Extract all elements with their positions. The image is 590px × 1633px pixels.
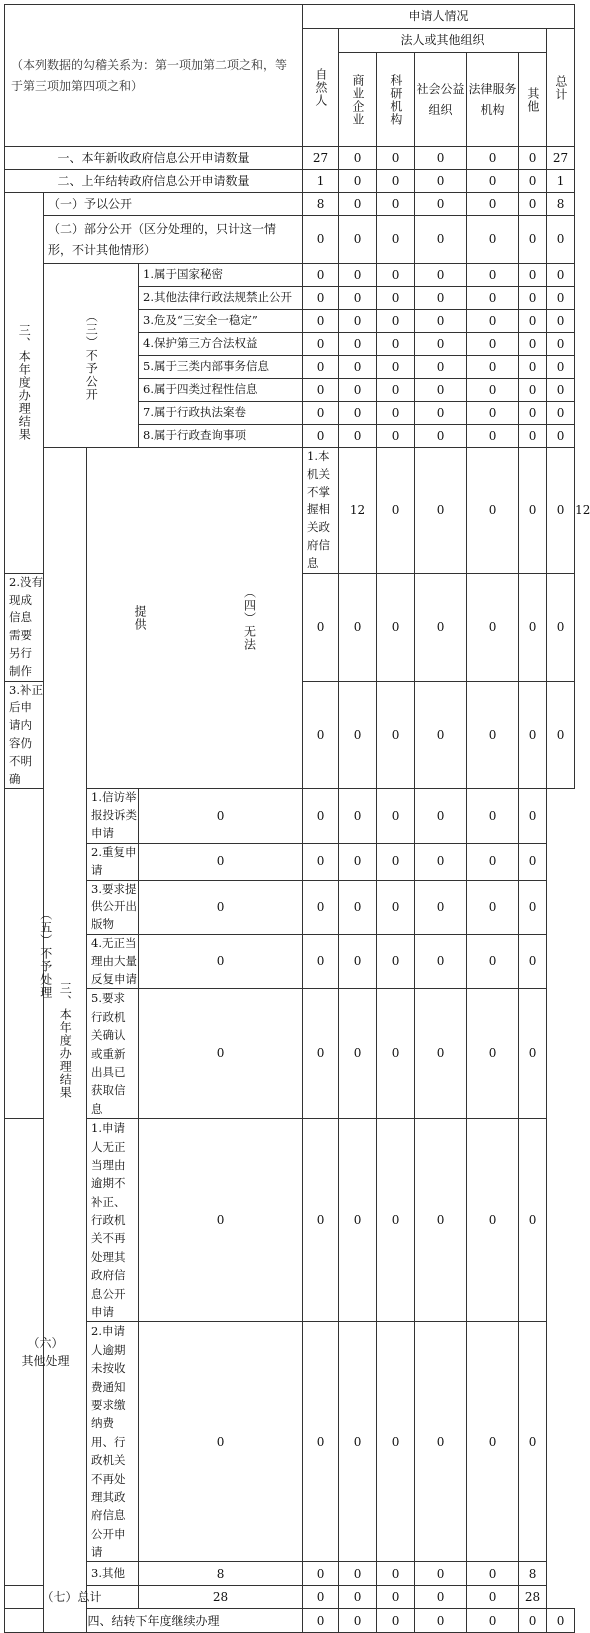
cell: 0	[415, 356, 467, 379]
table-row	[5, 1119, 575, 1322]
cell: 0	[377, 356, 415, 379]
cell: 0	[467, 1119, 519, 1322]
row-label: 8.属于行政查询事项	[139, 425, 303, 448]
cell: 0	[519, 573, 547, 681]
cell: 0	[467, 216, 519, 264]
cell: 0	[377, 1562, 415, 1586]
cell: 0	[339, 193, 377, 216]
table-row	[5, 880, 575, 934]
row-label: 1.本机关不掌握相关政府信息	[303, 448, 339, 574]
cell: 0	[415, 880, 467, 934]
cell: 0	[339, 843, 377, 880]
cell: 0	[139, 843, 303, 880]
cell: 0	[467, 789, 519, 843]
cell: 0	[377, 843, 415, 880]
cell: 0	[547, 681, 575, 789]
cell: 0	[547, 310, 575, 333]
cell: 0	[303, 356, 339, 379]
header-applicant: 申请人情况	[303, 5, 575, 29]
cell: 0	[519, 333, 547, 356]
cell: 27	[547, 147, 575, 170]
row-label: 1.申请人无正当理由逾期不补正、行政机关不再处理其政府信息公开申请	[87, 1119, 139, 1322]
cell: 0	[339, 310, 377, 333]
cell: 0	[303, 216, 339, 264]
cell: 0	[415, 193, 467, 216]
cell: 0	[547, 573, 575, 681]
row-label: 二、上年结转政府信息公开申请数量	[5, 170, 303, 193]
cell: 0	[519, 843, 547, 880]
cell: 0	[303, 310, 339, 333]
cell: 0	[339, 147, 377, 170]
cell: 0	[303, 934, 339, 988]
cell: 0	[547, 287, 575, 310]
cell: 0	[467, 264, 519, 287]
cell: 0	[377, 789, 415, 843]
cell: 0	[519, 170, 547, 193]
cell: 0	[377, 379, 415, 402]
cell: 0	[139, 1119, 303, 1322]
section3-label-bottom: 三、本年度办理结果	[44, 448, 87, 1633]
table-row	[5, 789, 575, 843]
cell: 0	[339, 170, 377, 193]
cell: 0	[415, 989, 467, 1119]
cell: 0	[139, 789, 303, 843]
cell: 0	[467, 880, 519, 934]
table-row	[5, 1322, 575, 1562]
cell: 0	[303, 379, 339, 402]
cell: 0	[547, 216, 575, 264]
cell: 0	[467, 356, 519, 379]
cell: 0	[303, 333, 339, 356]
cell: 0	[377, 216, 415, 264]
cell: 0	[467, 448, 519, 574]
table-row	[5, 934, 575, 988]
cell: 0	[467, 1322, 519, 1562]
cell: 0	[339, 1609, 377, 1633]
cell: 0	[467, 989, 519, 1119]
table-row	[5, 1586, 575, 1609]
cell: 0	[303, 1609, 339, 1633]
cell: 0	[415, 789, 467, 843]
row-label: 6.属于四类过程性信息	[139, 379, 303, 402]
table-row	[5, 1609, 575, 1633]
row-label: 4.保护第三方合法权益	[139, 333, 303, 356]
cell: 0	[377, 989, 415, 1119]
cell: 0	[415, 1322, 467, 1562]
cell: 0	[339, 287, 377, 310]
table-row	[5, 193, 575, 216]
cell: 0	[339, 264, 377, 287]
cell: 0	[377, 264, 415, 287]
cell: 0	[467, 147, 519, 170]
table-row	[5, 843, 575, 880]
cell: 0	[467, 1586, 519, 1609]
cell: 0	[519, 934, 547, 988]
cell: 0	[339, 333, 377, 356]
cell: 0	[415, 1609, 467, 1633]
cell: 0	[547, 402, 575, 425]
cell: 0	[547, 379, 575, 402]
cell: 0	[339, 789, 377, 843]
col-header-total: 总计	[547, 29, 575, 147]
cell: 12	[339, 448, 377, 574]
cell: 0	[339, 681, 377, 789]
cell: 0	[303, 573, 339, 681]
table-row	[5, 264, 575, 287]
cell: 27	[303, 147, 339, 170]
cell: 0	[415, 402, 467, 425]
table-row	[5, 216, 575, 264]
cell: 0	[519, 310, 547, 333]
cell: 0	[377, 1586, 415, 1609]
cell: 0	[339, 934, 377, 988]
table-row	[5, 1562, 575, 1586]
cell: 0	[467, 379, 519, 402]
cell: 0	[303, 287, 339, 310]
cell: 0	[377, 880, 415, 934]
cell: 0	[139, 989, 303, 1119]
cell: 0	[139, 934, 303, 988]
row-label: 2.重复申请	[87, 843, 139, 880]
cell: 0	[303, 681, 339, 789]
col-header-other: 其他	[519, 53, 547, 147]
cell: 0	[377, 425, 415, 448]
cell: 0	[139, 1322, 303, 1562]
cell: 0	[339, 1562, 377, 1586]
row-label: 7.属于行政执法案卷	[139, 402, 303, 425]
cell: 0	[415, 1562, 467, 1586]
cell: 0	[519, 193, 547, 216]
cell: 8	[303, 193, 339, 216]
cell: 0	[519, 789, 547, 843]
cell: 0	[519, 880, 547, 934]
cell: 8	[139, 1562, 303, 1586]
cell: 0	[339, 1586, 377, 1609]
cell: 0	[519, 681, 547, 789]
cell: 0	[415, 310, 467, 333]
cell: 0	[339, 1119, 377, 1322]
col-header-legal-service: 法律服务机构	[467, 53, 519, 147]
cell: 0	[303, 880, 339, 934]
cell: 0	[377, 147, 415, 170]
cell: 0	[519, 287, 547, 310]
header-description-text: （本列数据的勾稽关系为：第一项加第二项之和，等于第三项加第四项之和）	[11, 58, 288, 93]
row-label: 5.要求行政机关确认或重新出具已获取信息	[87, 989, 139, 1119]
cell: 0	[303, 843, 339, 880]
cell: 0	[467, 1562, 519, 1586]
cell: 0	[519, 1322, 547, 1562]
col-header-research: 科研机构	[377, 53, 415, 147]
cell: 8	[519, 1562, 547, 1586]
cell: 0	[547, 425, 575, 448]
cell: 0	[415, 934, 467, 988]
cell: 0	[467, 402, 519, 425]
row-label: 2.其他法律行政法规禁止公开	[139, 287, 303, 310]
cell: 0	[377, 573, 415, 681]
cell: 0	[339, 880, 377, 934]
cell: 0	[377, 448, 415, 574]
cell: 0	[339, 356, 377, 379]
cell: 0	[467, 1609, 519, 1633]
cell: 0	[303, 1119, 339, 1322]
cell: 0	[519, 448, 547, 574]
cell: 0	[377, 193, 415, 216]
cell: 0	[519, 356, 547, 379]
cell: 0	[377, 1609, 415, 1633]
cell: 0	[303, 1322, 339, 1562]
not-open-label: （三）不予公开	[44, 264, 139, 448]
col-header-public-welfare: 社会公益组织	[415, 53, 467, 147]
cell: 0	[415, 264, 467, 287]
cell: 0	[415, 379, 467, 402]
cell: 0	[415, 1119, 467, 1322]
row-label: 1.属于国家秘密	[139, 264, 303, 287]
cell: 0	[467, 681, 519, 789]
row-label: 5.属于三类内部事务信息	[139, 356, 303, 379]
cell: 0	[467, 843, 519, 880]
cell: 1	[303, 170, 339, 193]
row-label: 一、本年新收政府信息公开申请数量	[5, 147, 303, 170]
cell: 0	[415, 147, 467, 170]
table-row: 三、本年度办理结果 提供 （四）无法 1.本机关不掌握相关政府信息 12 0 0 0 0 0 12	[5, 448, 575, 574]
cell: 0	[377, 934, 415, 988]
row-label: 四、结转下年度继续办理	[5, 1609, 303, 1633]
cell: 0	[467, 573, 519, 681]
cell: 0	[303, 989, 339, 1119]
cell: 0	[339, 1322, 377, 1562]
cell: 0	[377, 287, 415, 310]
cell: 0	[303, 1586, 339, 1609]
cell: 0	[415, 333, 467, 356]
cell: 8	[547, 193, 575, 216]
gov-info-request-table	[4, 4, 590, 1633]
cell: 0	[467, 287, 519, 310]
cell: 0	[377, 681, 415, 789]
cell: 0	[415, 216, 467, 264]
cell: 0	[519, 425, 547, 448]
cell: 1	[547, 170, 575, 193]
cell: 0	[519, 264, 547, 287]
cell: 0	[547, 1609, 575, 1633]
cell: 0	[303, 264, 339, 287]
cell: 0	[519, 147, 547, 170]
cell: 0	[415, 425, 467, 448]
cell: 0	[303, 1562, 339, 1586]
cell: 0	[377, 333, 415, 356]
cell: 0	[377, 170, 415, 193]
row-label: （二）部分公开（区分处理的，只计这一情形，不计其他情形）	[44, 216, 303, 264]
cell: 0	[415, 1586, 467, 1609]
cell: 0	[377, 402, 415, 425]
row-label: 1.信访举报投诉类申请	[87, 789, 139, 843]
cell: 0	[467, 333, 519, 356]
cell: 0	[339, 379, 377, 402]
cell: 28	[519, 1586, 547, 1609]
cell: 0	[519, 1119, 547, 1322]
cell: 0	[415, 681, 467, 789]
cell: 0	[139, 880, 303, 934]
cell: 0	[519, 1609, 547, 1633]
cell: 0	[415, 448, 467, 574]
cell: 0	[339, 216, 377, 264]
row-label: （七）总计	[5, 1586, 139, 1609]
cell: 0	[467, 425, 519, 448]
cell: 0	[519, 402, 547, 425]
row-label: 2.没有现成信息需要另行制作	[5, 573, 44, 681]
section3-label-top: 三、本年度办理结果	[5, 193, 44, 574]
row-label: 3.其他	[87, 1562, 139, 1586]
cell: 0	[519, 379, 547, 402]
cell: 0	[303, 789, 339, 843]
table-row	[5, 147, 575, 170]
other-handling-label: （六） 其他处理	[5, 1119, 87, 1586]
cell: 0	[467, 170, 519, 193]
col-header-natural-person: 自然人	[303, 29, 339, 147]
cell: 0	[467, 193, 519, 216]
cell: 0	[377, 1119, 415, 1322]
cell: 0	[415, 287, 467, 310]
cell: 0	[415, 170, 467, 193]
row-label: 3.要求提供公开出版物	[87, 880, 139, 934]
cell: 0	[415, 573, 467, 681]
cannot-provide-label: 提供 （四）无法	[87, 448, 303, 789]
cell: 0	[547, 264, 575, 287]
cell: 0	[339, 573, 377, 681]
cell: 0	[303, 402, 339, 425]
cell: 0	[467, 310, 519, 333]
row-label: 3.危及“三安全一稳定”	[139, 310, 303, 333]
cell: 0	[519, 216, 547, 264]
cell: 0	[377, 1322, 415, 1562]
header-legal-group: 法人或其他组织	[339, 29, 547, 53]
cell: 0	[547, 448, 575, 574]
cell: 28	[139, 1586, 303, 1609]
cell: 0	[519, 989, 547, 1119]
row-label: 2.申请人逾期未按收费通知要求缴纳费用、行政机关不再处理其政府信息公开申请	[87, 1322, 139, 1562]
not-process-label: （五）不予处理	[5, 789, 87, 1119]
table-row	[5, 989, 575, 1119]
cell: 0	[339, 425, 377, 448]
row-label: 4.无正当理由大量反复申请	[87, 934, 139, 988]
row-label: （一）予以公开	[44, 193, 303, 216]
header-description	[5, 5, 303, 147]
cell: 0	[377, 310, 415, 333]
cell: 0	[547, 333, 575, 356]
cell: 0	[547, 356, 575, 379]
row-label: 3.补正后申请内容仍不明确	[5, 681, 44, 789]
cell: 0	[467, 934, 519, 988]
cell: 0	[415, 843, 467, 880]
cell: 0	[339, 402, 377, 425]
table-row	[5, 170, 575, 193]
cell: 0	[339, 989, 377, 1119]
col-header-business: 商业企业	[339, 53, 377, 147]
cell: 0	[303, 425, 339, 448]
